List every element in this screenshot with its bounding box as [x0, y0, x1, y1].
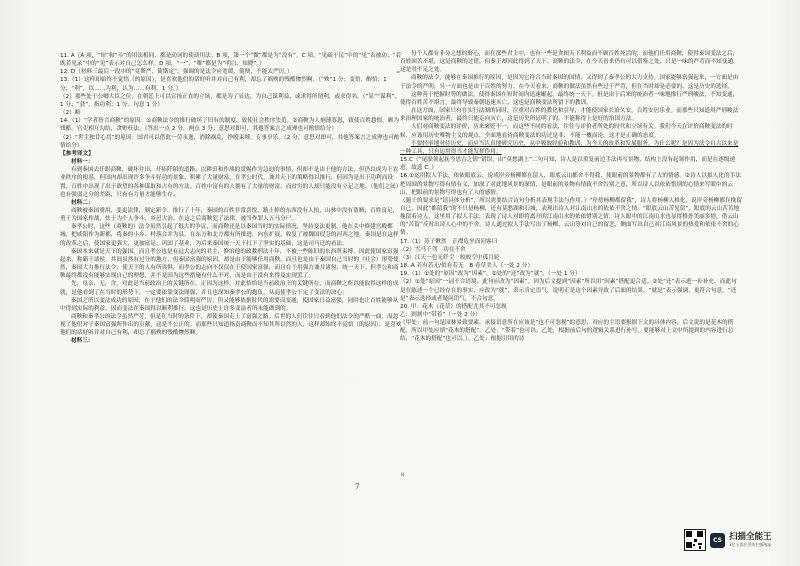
right-column-paragraph: （题干的要求是“请具体分析”，所以需要结合诗句分析其表现手法与作用。）“岸傍杨柳都留我”，诗人将杨柳人格化，说岸旁杨柳都在挽留自己，因此“都留我”的不只是杨柳，还有莫愁湖和石城，表现出诗人对江南山水的依依不舍之情。“眼底云山苦见留”，眼底的云山苦苦地挽留着诗人，这里用了拟人手法，表现了诗人对即将离开的江南山水的依依惜别之情，诗人眼中的江南山水也显得格外美丽多情，借云山的“苦留”反衬出诗人心中的不舍。诗人通过拟人手法写出了杨柳、云山等对自己的留恋，侧面写出自己对江南风景的热爱和依依不舍的心情。 [400, 197, 742, 237]
right-column-paragraph: 20. 甲：花木（花草）的搭配尤其不可忽视 [400, 303, 507, 310]
right-column-paragraph: 商鞅的法令，能够在秦国推行的原因，是因为它符合当时秦国的国情，又得到了秦孝公的大力支持。国家能够富强起来，一方面是由于法令的严明，另一方面也是由于百姓的努力。在今天看来，商鞅的做法虽然有些过于严苛，但在当时却是必要的，这是历史的选择。 [400, 75, 739, 90]
left-column-paragraph: 有到秦国去任职商鞅，破坏井田，开拓阡陌的道路，以耕田和作战的赏赐作为急迫的事情，但却不是由于他的方法，但仍以成为下农业秩序的根基，但国内却出现许多争斗好功的景象，积累了大量财富。在孝公时代，兼并天下的策略得以推行，但因为是出于功利而设置，百姓中出现了出于欲望的各种谋取和占有的方法。百姓中富有的人拥有了大量的财富，而贫穷的人却只能没有立足之地。（他们之间）也有强弱之分的差距，只有有力量才能够生存。 [60, 167, 402, 198]
qr-code-icon [684, 529, 706, 551]
left-column-paragraph: 14.（1）“学者皆言商鞅”的原因：①商鞅法令的推行破坏了旧有的制度，致使社会秩序失范。②商鞅为人刻薄寡恩，致使百姓怨恨，颇为残酷。官吏相互勾结，贪赃枉法。（答出一点 2 分，两点 3 分；意思对即可，其他答案言之成理也可酌情给分） [60, 118, 400, 133]
right-column-paragraph: 人们对商鞅变法的评价，历来褒贬不一，而这些不同的看法，往往与评价者所处的时代和立场有关。我们今天在评价商鞅变法的时候，应该用历史唯物主义的观点，全面地看待商鞅变法的功过是非，不能一概而论，这才是正确的态度。 [400, 124, 733, 139]
left-column-paragraph: （2）略 [60, 110, 81, 117]
right-column-paragraph: （2）雪马千驾 功在不舍 [400, 246, 466, 253]
right-column-paragraph: 15.C（“尾联领起抚今思古之情”错误，由“莫愁湖上”二句可知，诗人是以重复前边手法再写景物，结构上没有起领作用，而是在逐级递进。故选 C。） [400, 157, 736, 172]
page-number-right: 8 [401, 472, 405, 478]
left-column-paragraph: 12. D（材料三最后一段中的“竟斯严、简斯定”，强调的是法令应宽缓，简便，不能太严厉。） [60, 69, 293, 76]
right-column-paragraph: 18. A 若有若无/似有若无 B 春草美人（一处 2 分） [400, 263, 534, 270]
left-column-paragraph: 【参考译文】 [60, 150, 94, 157]
right-column [400, 50, 742, 344]
right-column-paragraph: 这种善于把握时势的做法，使得秦国在短时间内迅速崛起，最终统一天下。但是由于后来的统治者一味地推行严刑峻法，不知变通，使得百姓苦不堪言，最终导致秦朝迅速灭亡，这也是商鞅变法所留下的教训。 [400, 91, 739, 106]
right-column-paragraph: （3）江天一色无纤尘 皎皎空中孤月轮 [400, 254, 500, 261]
right-column-paragraph: 不要轻率地对待历史，而应当认真地研究历史，从中吸取经验和教训，为今天的改革和发展服务。为什么呢？是因为法令自古以来是一种工具，只有运用得当才能发挥作用。 [400, 140, 739, 155]
left-column-paragraph: （2）那些处于公卿大臣之位，在朝廷上可以宣扬正直的立场，都是为了显达，为自己谋利益，或求得所谓利，或求得名。（“显”“谋利”，1 分；“获”，指功利；1 分。句意 1 分） [60, 93, 400, 108]
right-column-paragraph: 每个人都有非分之想的野心，而在那些君主中，也有一些是贪图天下利益而不顾百姓死活的，而他们任用商鞅，使得秦国变法之后，百姓困苦不堪，这是商鞅的过错，但秦王却因此得到了天下。商鞅的法令，在今天看来仍有可以借鉴之处，只是一味的严苛而不知变通，这是其不足之处。 [400, 51, 739, 74]
right-column-paragraph: （甲处：前一句是园林景致要素，承接语意所在应该是“也不可忽视”的意思，对应的主语要根据下文的具体内容，后文说的是花木的搭配，所以甲处应填“花木的搭配”。乙处：“带着”也可以。乙处，根据前后句的逻辑关系进行补写，要能够对上文中所提到的内容进行总结，“花木的搭配”也可以。），乙处：根据引用的诗 [400, 320, 734, 343]
left-column-paragraph: 材料三： [71, 338, 94, 345]
left-column-paragraph: 13.（1）这样却始终不觉悟（的原因），是喜欢他们的话好听并对自己有利，却忘了祸殃的残酷惨烈啊。（“殃”1 分；变悟，醒悟；1 分；“利”，以……为利，认为……有利，1 分。） [60, 77, 387, 92]
right-column-paragraph: 乙：则割中“带着”（一处 2 分） [400, 312, 481, 318]
badge-subtitle: 3亿人都在用的扫描App [729, 542, 772, 547]
left-column-paragraph: 商鞅被秦国重用，变更法律，制定新令，推行了十年，秦国的百姓非常喜悦，路上掉的东西没有人拾，山林中没有盗贼，百姓富足，勇于为国家作战，怯于为个人争斗，乡邑大治。在这之后商鞅犯了法律，被当作罪人五马分尸。 [60, 207, 399, 223]
camscanner-logo-icon: CS [710, 533, 725, 548]
page-number-left: 7 [355, 483, 360, 491]
left-column-paragraph: 材料一： [71, 159, 94, 166]
right-column-paragraph: 17.（1）苏子愀然 正襟危坐而问客曰 [400, 238, 498, 245]
left-column-paragraph: 秦孝公时，这些（商鞅的）法令虽然引起了很大的争议，而商鞅还是以秦国当时的实际情况，坚持变法更制。他在关中修建宫殿都城，把咸阳作为新都，将秦的小乡、村落合并为县，在东方和北方都有所推进，向东扩展，收复了被魏国侵夺的河西之地。秦国是在这样的改革之后，使国家更强大，更加富足、巩固了基业，为后来秦国统一天下打下了坚实的基础，这是司马迁的看法。 [60, 224, 399, 247]
margin-mark: = [396, 70, 401, 76]
left-column-paragraph: （2）“世主独甘心焉”的原因：国君可以借此一劳永逸，消除祸乱，挣脱束缚，专事享乐。（2 分，意思对即可，其他答案言之成理也可酌情给分） [60, 134, 400, 149]
right-column-paragraph: （2）①处“原因”一词不合语境，此句应改为“因素”。因为后文提到“因素”所以用“因素”搭配更合适。②处“还”表示进一步补充，而此句是在陈述一个已经存在的事实，应改为“就”，表示肯定语气，说明正是这个因素导致了后面的结果。“就是”表示强调，更符合句意。“还是”表示选择或者疑问语气，不合句意。 [400, 279, 737, 302]
right-column-paragraph: 16.①运用拟人手法，依依眼底云，说成岸旁杨柳都在留人，眼底云山都舍不得我，使眼前的景物都有了人的情感。②诗人以拟人化的手法把周围的景物写得有情有义，加深了对此地风景的深情，是眼前的景物有情致不舍告别之意，所以诗人以依依惜别的心情来写眼中的云山，把眼前的景物写得也有了人的感情。 [400, 173, 741, 196]
left-column-paragraph: 材料二： [71, 199, 94, 206]
right-column-paragraph: 19.（1）①处的“原因”改为“因素”，②处的“还”改为“就”。（一处 1 分） [400, 271, 581, 278]
left-column-paragraph: 11. A（A 项，“短”和“斗”的用法相同，都是动词的使动用法。B 项，第一个“微”都是为“没有”。C 项，“见疏于民”中的“见”表被动；“若既若见录”中的“见”表示对自己怎么样。D 项，“一”、“稚”都是为“明白、知晓”。） [60, 53, 402, 68]
badge-title: 扫描全能王 [729, 532, 772, 542]
left-column-paragraph: 先，母亲，无，含，对此是当前政治上的关键所在。正因为这样，对此恰恰是当前政治上的关键所在，而商鞅之所以能取得这样的成就，是他看到了在当时的形势下，一定要依靠变法图强，并且也深知秦孝公的抱负，从而使孝公下定了变法的决心。 [60, 281, 399, 296]
left-column-paragraph: 秦国本来就是天下的强国，而且孝公也是有远大志向的君主，修治他的政教刑法十年，不被一些陈旧的东西所束缚，因此使国家富强起来，称霸于诸侯。其间虽然有过分的地方，但秦国富强的原因，却是由于能够任用商鞅，而且也是由于秦国自己当时的（社会）形势使然，秦国大力推行法令，使天下的人有所畏惧，而孝公的志向不仅仅在于使国家富强，而且在于用强力兼并诸侯、统一天下。但孝公和商鞅最终都没有能够实现自己的理想，并不是因为这些措施有什么不对，而是由于没有来得及实现罢了。 [60, 248, 399, 280]
left-column [60, 52, 402, 346]
left-column-paragraph: 商鞅和秦孝公的法令虽然严苛，但是在当时的条件下，却使秦国走上了富强之路。后世的人们往往只看到他们法令的严酷一面，而忽视了他们对于秦国富强所作出的贡献，这是不公正的。而那些只知道指责商鞅而不知其所以然的人，这样却始终不觉悟（的原因），是喜欢他们的话好听并对自己有利，却忘了祸殃的残酷惨烈啊。 [60, 314, 402, 337]
left-column-paragraph: 秦国之所以变法成功的原因，在于他们的法令简明而严厉，但又能够依据时代的需要而变通，使国家日益富强，同时也让百姓能够从中得到实际的利益，因而变法在秦国得以顺利推行，这也是历史上许多变法者所未能做到的。 [60, 297, 399, 312]
right-column-paragraph: 在这方面，国家只有在实行法制的同时，注重对百姓的教化和引导，才能使国家长治久安，百姓安居乐业。而那些只知道用严刑峻法来治理国家的统治者，最终只能走向灭亡，这是历史所证明了的。不能称得上是好的治国方法。 [400, 108, 739, 123]
scanner-badge [684, 525, 794, 555]
